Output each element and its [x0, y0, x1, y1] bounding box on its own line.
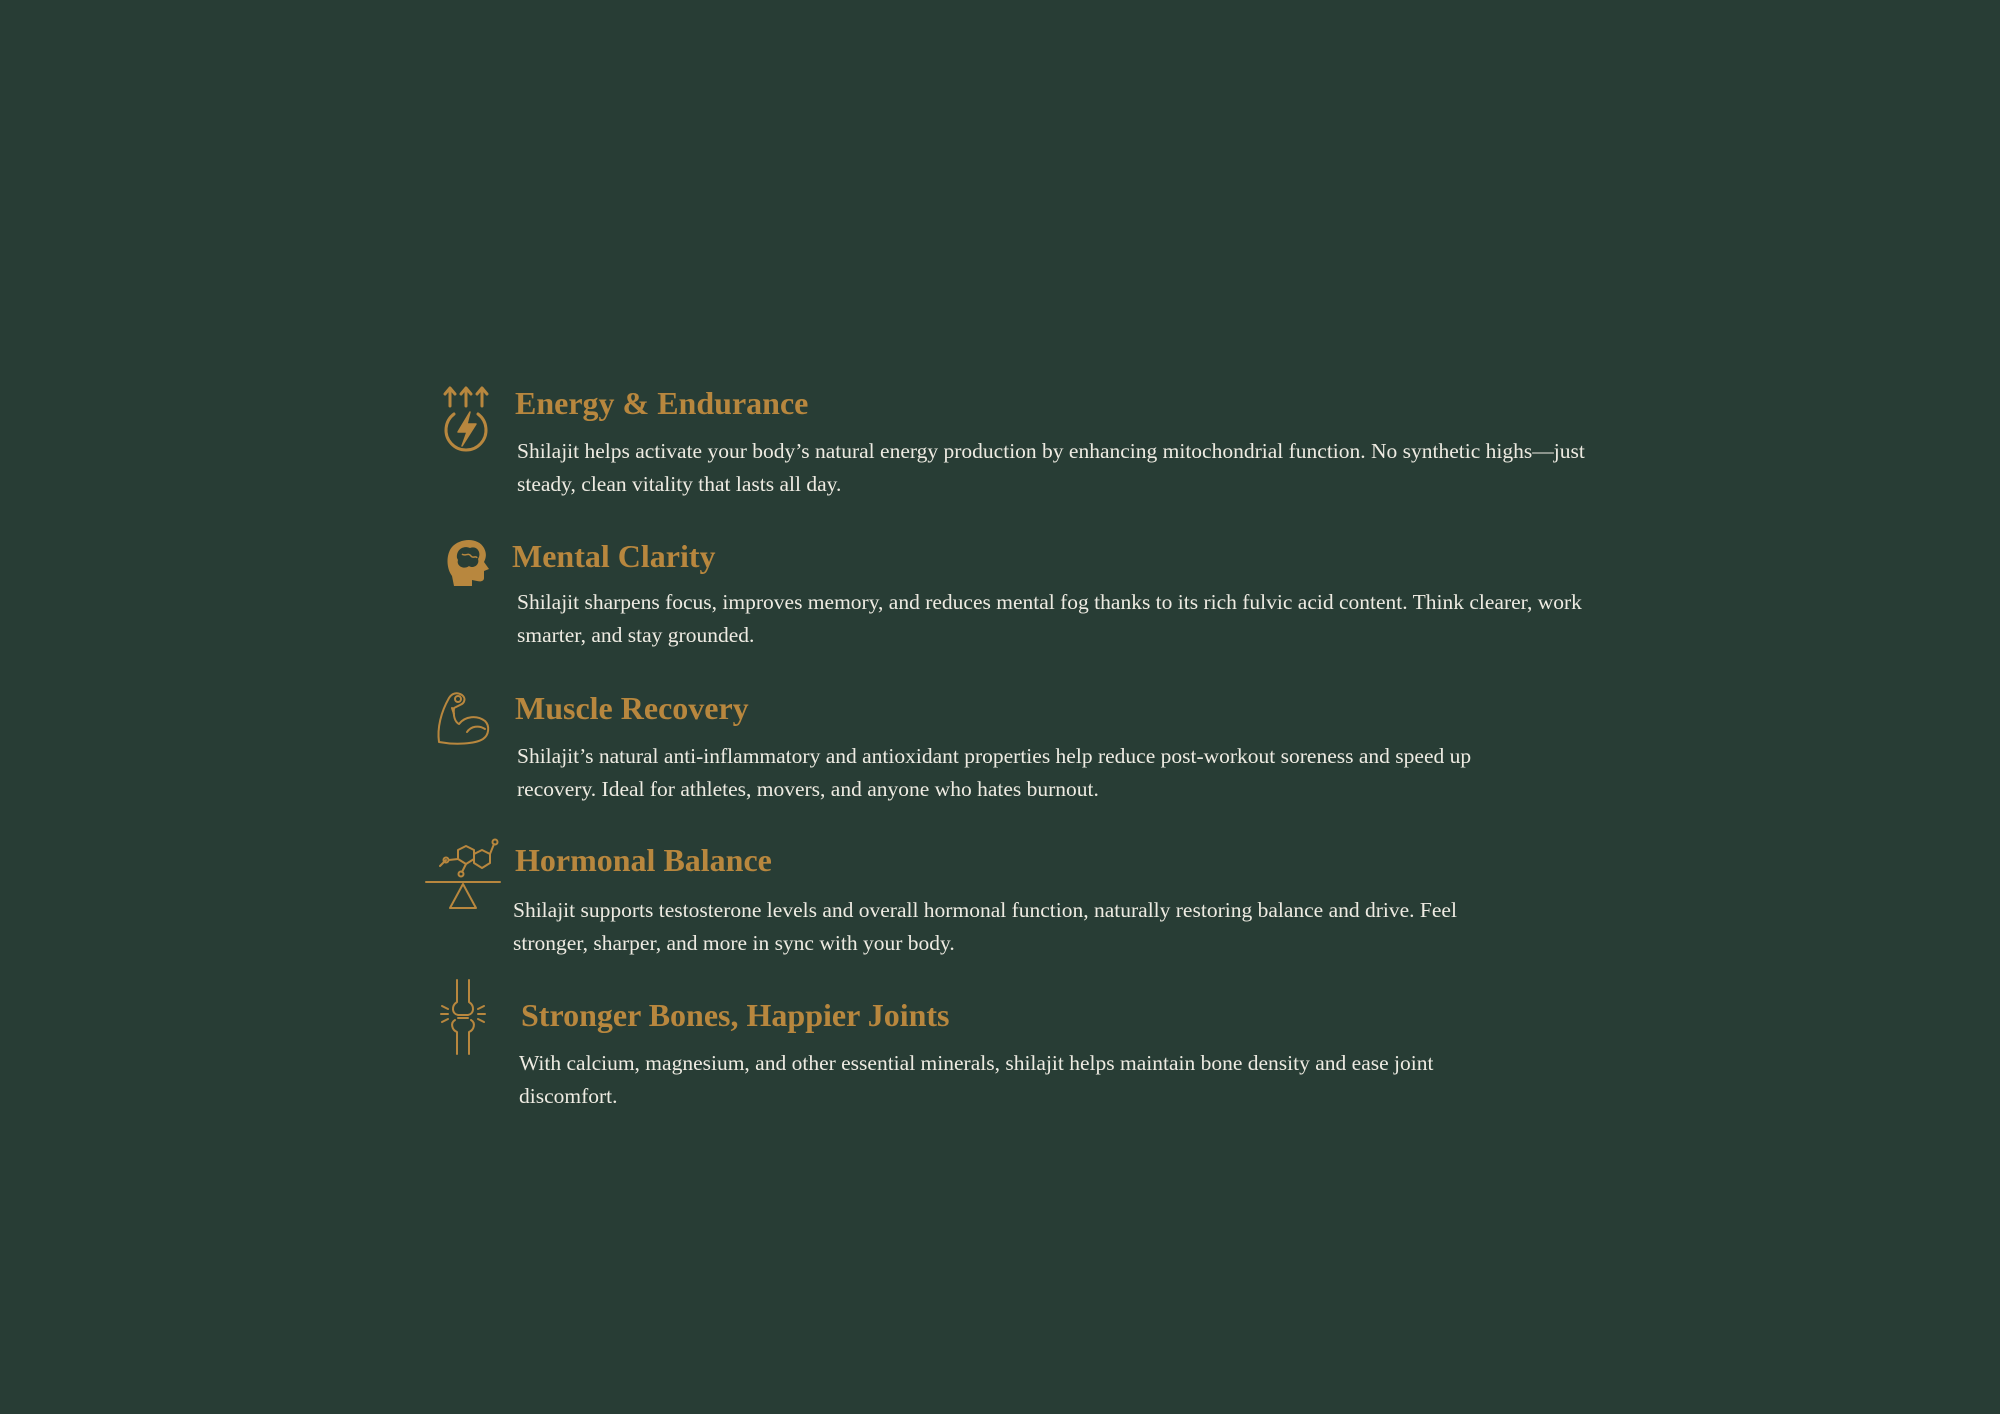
benefit-title: Energy & Endurance	[515, 385, 809, 421]
molecule-balance-icon	[424, 836, 502, 912]
energy-bolt-icon	[440, 384, 492, 452]
benefit-title: Muscle Recovery	[515, 690, 749, 726]
benefit-title: Stronger Bones, Happier Joints	[521, 997, 950, 1033]
benefit-description: Shilajit supports testosterone levels and overall hormonal function, naturally restoring balance and drive. Feel stronger, sharper, and more in sync with your body.	[513, 898, 1457, 955]
benefit-title: Hormonal Balance	[515, 842, 772, 878]
head-brain-icon	[444, 536, 490, 586]
benefit-description: With calcium, magnesium, and other essential minerals, shilajit helps maintain bone density and ease joint discomfort.	[519, 1051, 1434, 1108]
benefit-description: Shilajit’s natural anti-inflammatory and antioxidant properties help reduce post-workout soreness and speed up recovery. Ideal for athletes, movers, and anyone who hates burnout.	[517, 744, 1472, 801]
flexed-arm-icon	[435, 688, 491, 746]
bone-joint-icon	[438, 978, 488, 1056]
benefit-description: Shilajit helps activate your body’s natural energy production by enhancing mitochondrial function. No synthetic highs—just steady, clean vitality that lasts all day.	[517, 439, 1585, 496]
benefit-description: Shilajit sharpens focus, improves memory, and reduces mental fog thanks to its rich fulvic acid content. Think clearer, work smarter, and stay grounded.	[517, 590, 1582, 647]
benefit-title: Mental Clarity	[512, 538, 716, 574]
